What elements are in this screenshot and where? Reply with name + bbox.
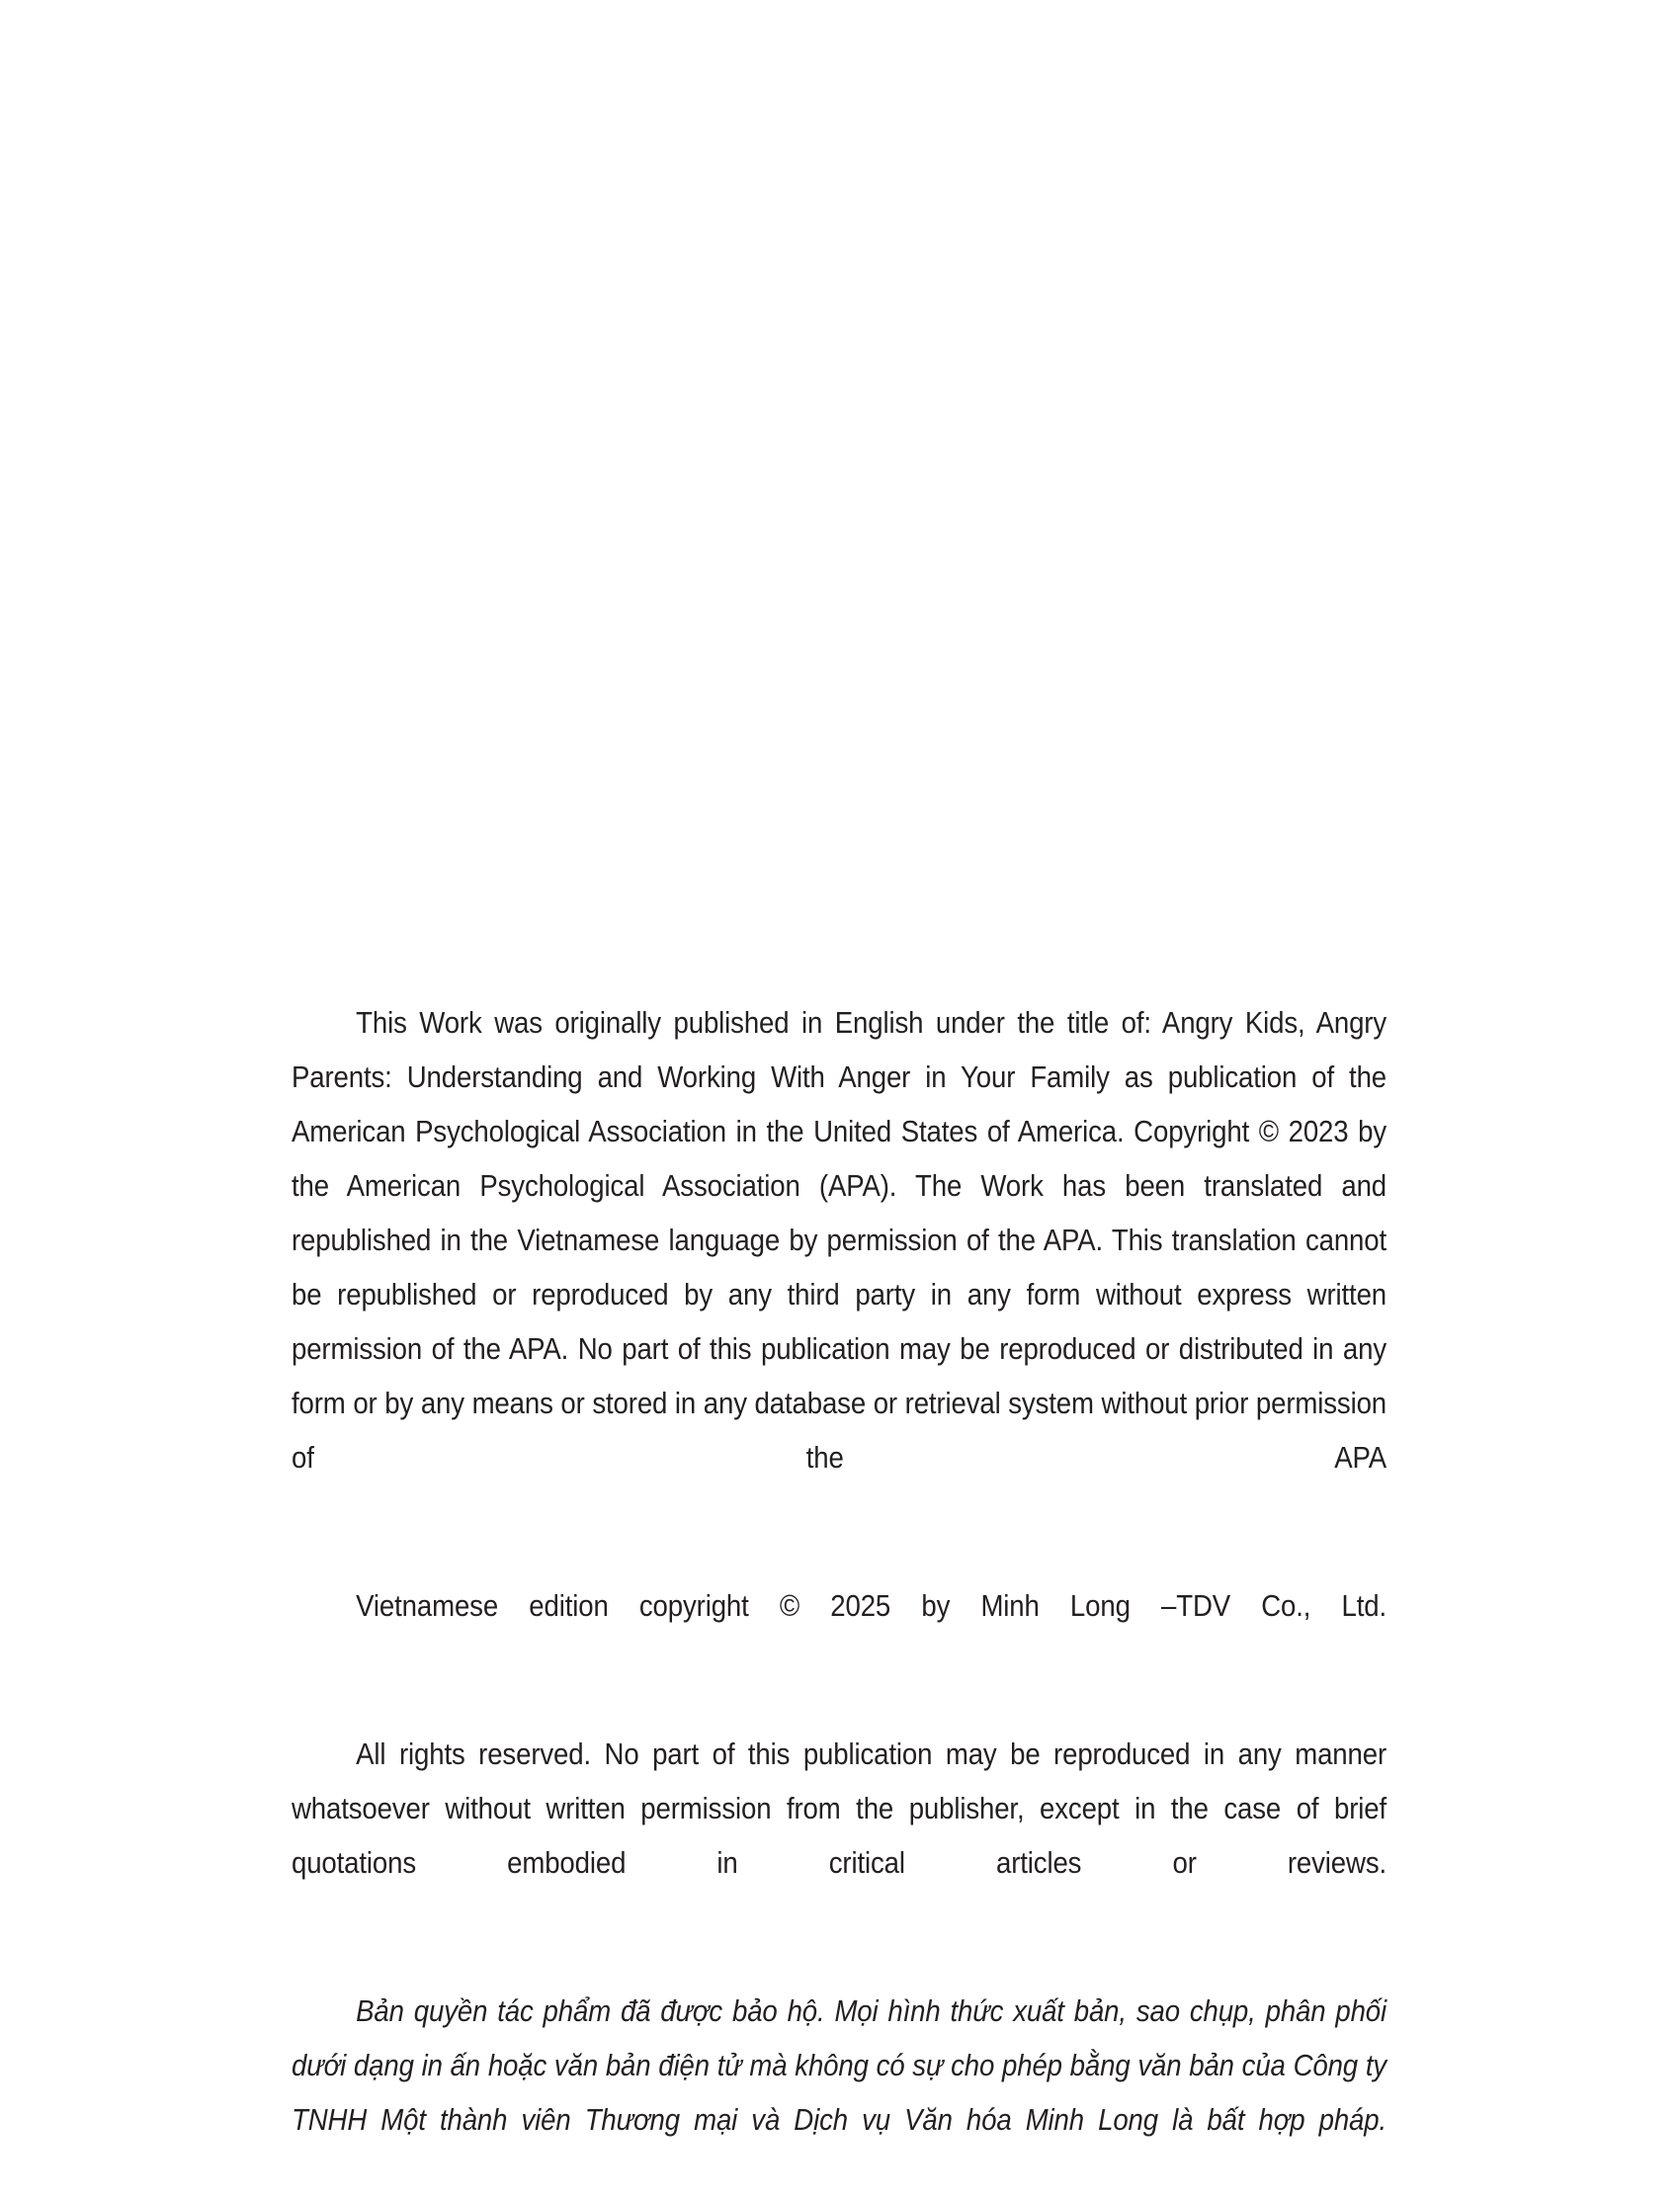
paragraph-apa-rights-notice bbox=[292, 996, 1386, 1540]
paragraph-vietnamese-rights-notice bbox=[292, 1985, 1386, 2202]
paragraph-text: All rights reserved. No part of this publication may be reproduced in any manner whatsoever without written permission from the publisher, except in the case of brief quotations embodied in critical articles or reviews. bbox=[292, 1737, 1387, 1880]
paragraph-vietnamese-edition-copyright bbox=[292, 1579, 1386, 1688]
paragraph-text: Bản quyền tác phẩm đã được bảo hộ. Mọi hình thức xuất bản, sao chụp, phân phối dưới dạng in ấn hoặc văn bản điện tử mà không có sự cho phép bằng văn bản của Công ty TNHH Một thành viên Thương mại và Dịch vụ Văn hóa Minh Long là bất hợp pháp. bbox=[292, 1994, 1387, 2137]
paragraph-all-rights-reserved bbox=[292, 1728, 1386, 1945]
paragraph-text: Vietnamese edition copyright © 2025 by Minh Long –TDV Co., Ltd. bbox=[356, 1589, 1387, 1623]
paragraph-text: This Work was originally published in English under the title of: Angry Kids, Angry Parents: Understanding and Working With Anger in Your Family as publication of the American Psychological Association in the United States of America. Copyright © 2023 by the American Psychological Association (APA). The Work has been translated and republished in the Vietnamese language by permission of the APA. This translation cannot be republished or reproduced by any third party in any form without express written permission of the APA. No part of this publication may be reproduced or distributed in any form or by any means or stored in any database or retrieval system without prior permission of the APA bbox=[292, 1006, 1387, 1475]
copyright-text-block bbox=[292, 996, 1386, 2202]
